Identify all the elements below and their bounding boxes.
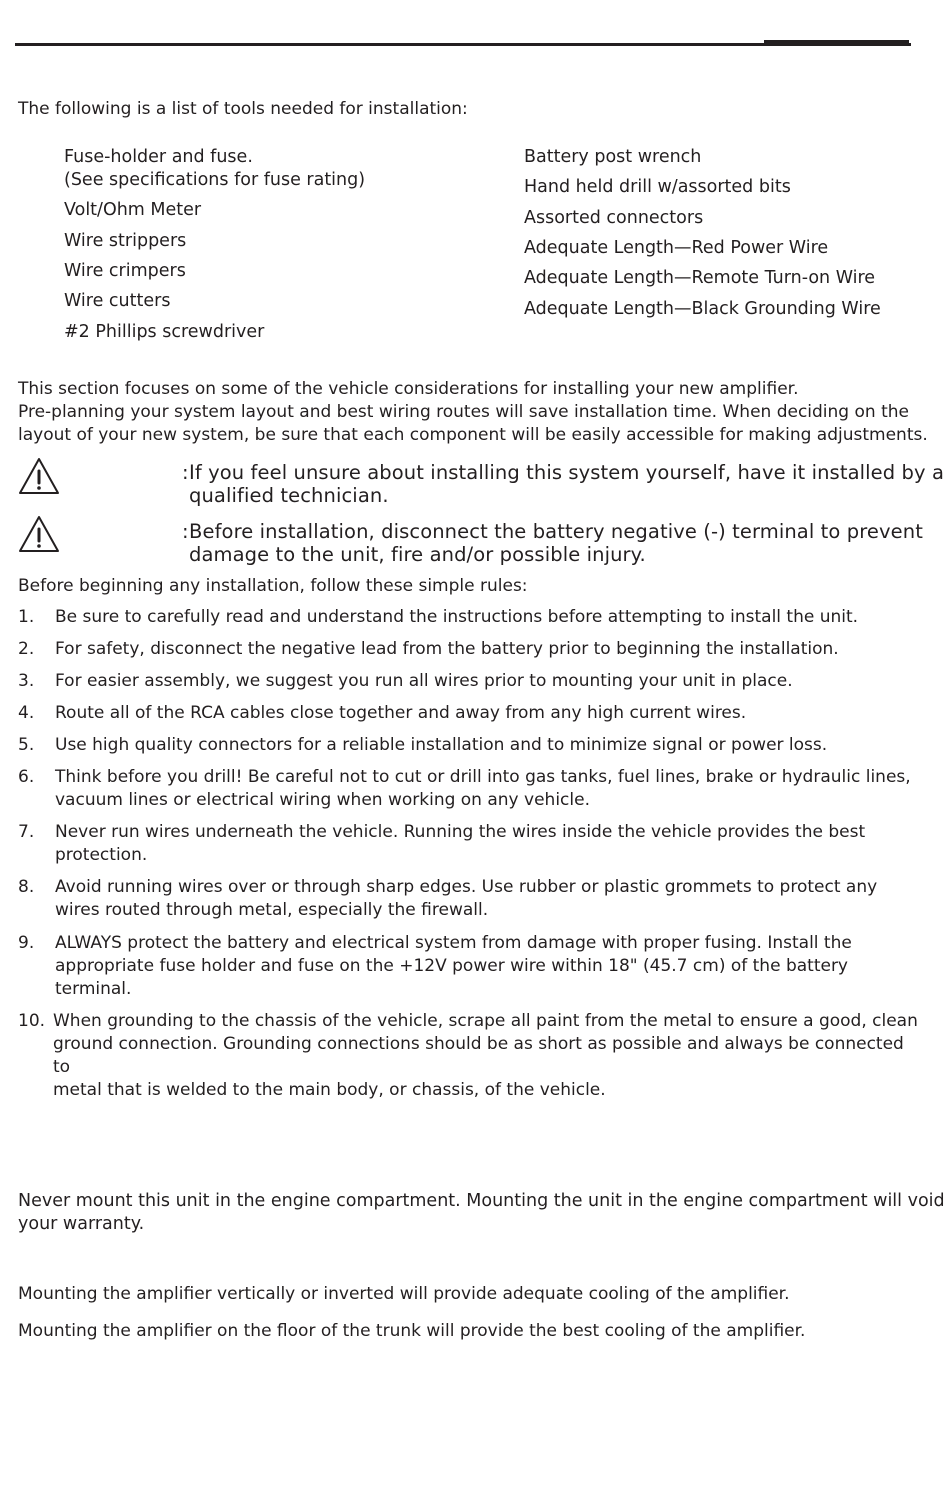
rule-text: Use high quality connectors for a reliable installation and to minimize signal or power loss. — [55, 735, 828, 755]
rule-number: 5. — [18, 735, 35, 755]
rule-text: Never run wires underneath the vehicle. Running the wires inside the vehicle provides the best protection. — [55, 822, 866, 865]
warning-colon: : — [182, 461, 189, 484]
rule-text: For easier assembly, we suggest you run all wires prior to mounting your unit in place. — [55, 671, 793, 691]
tool-item: Adequate Length—Remote Turn-on Wire — [524, 268, 876, 288]
mounting-warning-line: Never mount this unit in the engine compartment. Mounting the unit in the engine compartment will void — [18, 1191, 945, 1211]
tool-item: #2 Phillips screwdriver — [64, 322, 265, 342]
tool-item: Wire strippers — [64, 231, 187, 251]
rule-number: 8. — [18, 877, 35, 897]
rule-number: 3. — [18, 671, 35, 691]
tool-item-note: (See specifications for fuse rating) — [64, 170, 366, 190]
warning-text-2 — [182, 520, 923, 566]
tools-intro: The following is a list of tools needed for installation: — [18, 99, 468, 119]
tool-item: Battery post wrench — [524, 147, 702, 167]
vehicle-paragraph-line: layout of your new system, be sure that each component will be easily accessible for making adjustments. — [18, 425, 928, 445]
warning-colon: : — [182, 520, 189, 543]
rule-text: Be sure to carefully read and understand the instructions before attempting to install the unit. — [55, 607, 859, 627]
rule-number: 10. — [18, 1011, 46, 1031]
warning-line: damage to the unit, fire and/or possible injury. — [189, 543, 646, 566]
tool-item: Wire crimpers — [64, 261, 186, 281]
header-tab-rule — [764, 40, 909, 44]
mounting-warning-line: your warranty. — [18, 1214, 145, 1234]
rule-text: When grounding to the chassis of the vehicle, scrape all paint from the metal to ensure a good, clean ground connection. Grounding connections should be as short as possible and always be connected to metal that is welded to the main body, or chassis, of the vehicle. — [53, 1011, 918, 1100]
rule-number: 1. — [18, 607, 35, 627]
rule-number: 2. — [18, 639, 35, 659]
warning-triangle-icon — [18, 515, 60, 553]
rule-number: 6. — [18, 767, 35, 787]
rules-intro: Before beginning any installation, follow these simple rules: — [18, 576, 528, 596]
tool-item: Wire cutters — [64, 291, 171, 311]
rule-number: 4. — [18, 703, 35, 723]
rule-text: For safety, disconnect the negative lead from the battery prior to beginning the installation. — [55, 639, 839, 659]
warning-line: If you feel unsure about installing this system yourself, have it installed by a — [189, 461, 944, 484]
vehicle-paragraph-line: Pre-planning your system layout and best wiring routes will save installation time. When deciding on the — [18, 402, 909, 422]
warning-line: qualified technician. — [189, 484, 389, 507]
warning-text-1 — [182, 461, 944, 507]
warning-line: Before installation, disconnect the battery negative (-) terminal to prevent — [189, 520, 923, 543]
rule-number: 7. — [18, 822, 35, 842]
rule-text: ALWAYS protect the battery and electrical system from damage with proper fusing. Install the appropriate fuse holder and fuse on the +12V power wire within 18" (45.7 cm) of the battery terminal. — [55, 933, 852, 999]
cooling-note-2: Mounting the amplifier on the floor of the trunk will provide the best cooling of the amplifier. — [18, 1321, 806, 1341]
rule-text: Route all of the RCA cables close together and away from any high current wires. — [55, 703, 747, 723]
tool-item: Assorted connectors — [524, 208, 704, 228]
tool-item: Hand held drill w/assorted bits — [524, 177, 791, 197]
rule-text: Avoid running wires over or through sharp edges. Use rubber or plastic grommets to protect any wires routed through metal, especially the firewall. — [55, 877, 878, 920]
cooling-note-1: Mounting the amplifier vertically or inverted will provide adequate cooling of the amplifier. — [18, 1284, 790, 1304]
vehicle-paragraph-line: This section focuses on some of the vehicle considerations for installing your new amplifier. — [18, 379, 799, 399]
warning-triangle-icon — [18, 457, 60, 495]
tool-item: Fuse-holder and fuse. — [64, 147, 253, 167]
rule-number: 9. — [18, 933, 35, 953]
tool-item: Volt/Ohm Meter — [64, 200, 202, 220]
tool-item: Adequate Length—Black Grounding Wire — [524, 299, 881, 319]
tool-item: Adequate Length—Red Power Wire — [524, 238, 829, 258]
rule-text: Think before you drill! Be careful not to cut or drill into gas tanks, fuel lines, brake or hydraulic lines, vacuum lines or electrical wiring when working on any vehicle. — [55, 767, 911, 810]
